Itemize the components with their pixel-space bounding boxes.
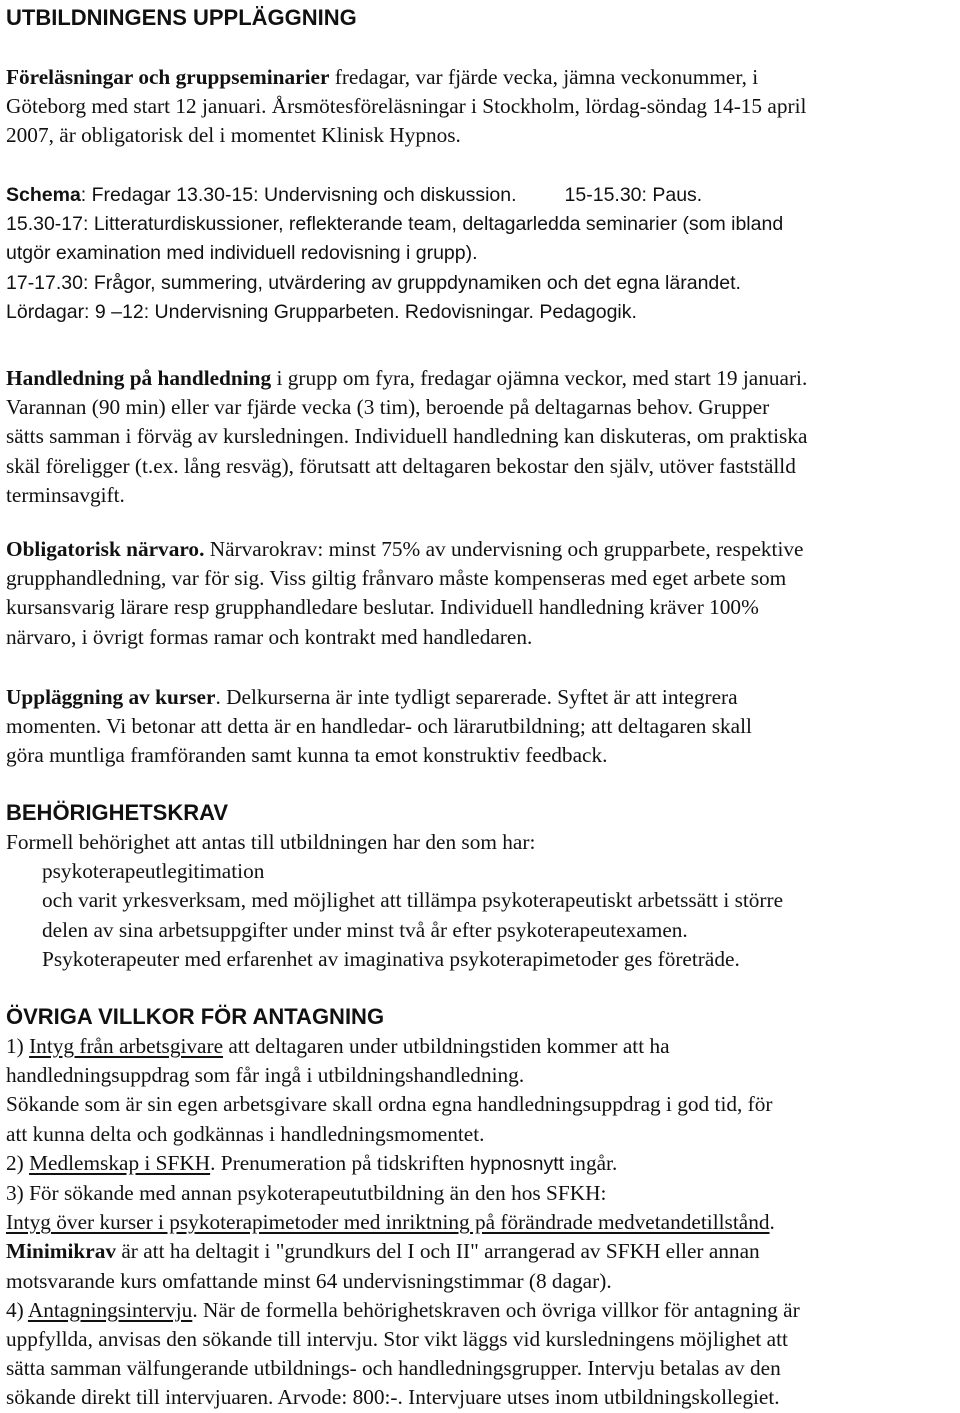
text-line: Psykoterapeuter med erfarenhet av imaginativa psykoterapimetoder ges företräde. [42,946,740,971]
paragraph-schema [6,181,958,327]
journal-name: hypnosnytt [469,1152,565,1175]
bold-minimikrav: Minimikrav [6,1239,117,1264]
text-line: fredagar, var fjärde vecka, jämna veckonummer, i [329,65,759,89]
text-line: att kunna delta och godkännas i handledningsmomentet. [6,1121,485,1146]
text-line: Lördagar: 9 –12: Undervisning Grupparbeten. Redovisningar. Pedagogik. [6,300,637,323]
text-line: Sökande som är sin egen arbetsgivare skall ordna egna handledningsuppdrag i god tid, för [6,1092,773,1117]
bold-handledning: Handledning på handledning [6,366,272,390]
paragraph-villkor [6,1032,958,1413]
text-line: terminsavgift. [6,482,125,507]
text-line: Göteborg med start 12 januari. Årsmötesföreläsningar i Stockholm, lördag-söndag 14-15 april [6,94,807,119]
text-line: Formell behörighet att antas till utbildningen har den som har: [6,830,536,854]
text-line: göra muntliga framföranden samt kunna ta emot konstruktiv feedback. [6,743,608,768]
paragraph-behorighet [6,828,958,974]
bold-forelasningar: Föreläsningar och gruppseminarier [6,65,330,89]
paragraph-narvaro [6,535,958,652]
text-line: psykoterapeutlegitimation [42,859,265,884]
text-line: och varit yrkesverksam, med möjlighet att tillämpa psykoterapeutiskt arbetssätt i större [42,888,784,913]
text-line: momenten. Vi betonar att detta är en handledar- och lärarutbildning; att deltagaren skall [6,714,752,739]
text-line: delen av sina arbetsuppgifter under minst två år efter psykoterapeutexamen. [42,917,688,942]
text-line: Närvarokrav: minst 75% av undervisning och grupparbete, respektive [204,537,804,561]
text-line: uppfyllda, anvisas den sökande till intervju. Stor vikt läggs vid kursledningens möjlighet att [6,1327,788,1352]
text-line: handledningsuppdrag som får ingå i utbildningshandledning. [6,1063,525,1088]
text-line: i grupp om fyra, fredagar ojämna veckor, med start 19 januari. [271,366,808,390]
text-line: 3) För sökande med annan psykoterapeututbildning än den hos SFKH: [6,1181,607,1206]
text-line: att deltagaren under utbildningstiden kommer att ha [223,1034,670,1058]
text-line: 15.30-17: Litteraturdiskussioner, reflekterande team, deltagarledda seminarier (som ibland [6,213,784,236]
text-line: skäl föreligger (t.ex. lång resväg), förutsatt att deltagaren bekostar den själv, utöver fastställd [6,453,796,478]
bold-narvaro: Obligatorisk närvaro. [6,537,205,561]
text-line: kursansvarig lärare resp grupphandledare beslutar. Individuell handledning kräver 100% [6,595,759,620]
text-line: sökande direkt till intervjuaren. Arvode: 800:-. Intervjuare utses inom utbildningskollegiet. [6,1385,780,1410]
link-intyg-fran-arbetsgivare: Intyg från arbetsgivare [29,1034,224,1058]
text-line: är att ha deltagit i "grundkurs del I och II" arrangerad av SFKH eller annan [116,1239,760,1264]
text-line: sätta samman välfungerande utbildnings- och handledningsgrupper. Intervju betalas av den [6,1356,781,1381]
paragraph-upplaggning [6,683,958,771]
text-line: . Prenumeration på tidskriften [210,1150,470,1175]
list-number: 2) [6,1150,30,1175]
section-title-ovriga-villkor: ÖVRIGA VILLKOR FÖR ANTAGNING [6,1004,385,1029]
text-line: utgör examination med individuell redovisning i grupp). [6,242,478,265]
text-line: . [769,1210,775,1235]
list-number: 1) [6,1034,30,1058]
text-line: grupphandledning, var för sig. Viss giltig frånvaro måste kompenseras med eget arbete som [6,566,787,591]
text-line: närvaro, i övrigt formas ramar och kontrakt med handledaren. [6,624,533,649]
text-line: sätts samman i förväg av kursledningen. Individuell handledning kan diskuteras, om praktiska [6,424,808,449]
text-line: . Delkurserna är inte tydligt separerade. Syftet är att integrera [215,685,738,709]
section-title-utbildningens-upplaggning: UTBILDNINGENS UPPLÄGGNING [6,5,357,30]
text-line: : Fredagar 13.30-15: Undervisning och diskussion. [80,184,517,206]
section-title-behorighetskrav: BEHÖRIGHETSKRAV [6,800,229,825]
list-number: 4) [6,1297,28,1322]
text-line: 17-17.30: Frågor, summering, utvärdering av gruppdynamiken och det egna lärandet. [6,271,741,294]
text-line: motsvarande kurs omfattande minst 64 undervisningstimmar (8 dagar). [6,1268,612,1293]
paragraph-forelasningar [6,63,958,151]
paragraph-handledning [6,364,958,510]
link-antagningsintervju: Antagningsintervju [27,1297,193,1322]
text-line: 15-15.30: Paus. [564,184,703,206]
text-line: . När de formella behörighetskraven och övriga villkor för antagning är [192,1297,800,1322]
text-line: 2007, är obligatorisk del i momentet Klinisk Hypnos. [6,123,461,148]
link-medlemskap-sfkh: Medlemskap i SFKH [29,1150,211,1175]
bold-upplaggning: Uppläggning av kurser [6,685,216,709]
schema-label: Schema [6,184,81,206]
link-intyg-over-kurser: Intyg över kurser i psykoterapimetoder med inriktning på förändrade medvetandetillstånd [6,1210,770,1235]
text-line: Varannan (90 min) eller var fjärde vecka (3 tim), beroende på deltagarnas behov. Grupper [6,395,770,420]
text-line: ingår. [564,1150,618,1175]
